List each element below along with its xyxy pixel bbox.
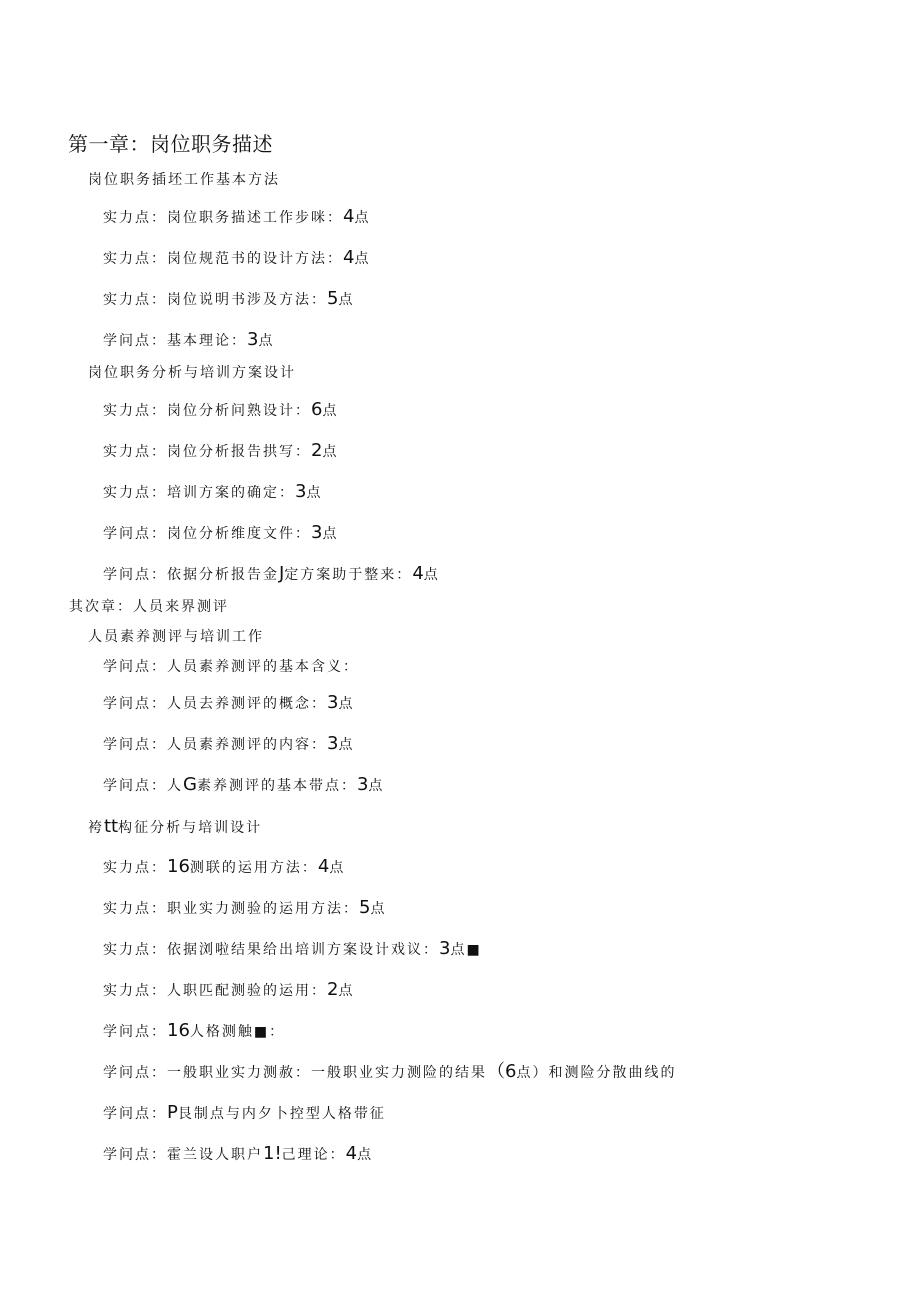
list-item: 学问点：依据分析报告金J定方案助于整来：4点 xyxy=(103,563,440,584)
list-item: 学问点：人员去养测评的概念：3点 xyxy=(103,692,355,713)
list-item: 学问点：人员素养测评的基本含义： xyxy=(103,659,359,675)
section-1-2-title: 岗位职务分析与培训方案设计 xyxy=(88,365,296,381)
list-item: 学问点：人G素养测评的基本带点：3点 xyxy=(103,774,385,795)
list-item: 实力点：职业实力测验的运用方法：5点 xyxy=(103,897,387,918)
list-item: 学问点：P艮制点与内夕卜控型人格带征 xyxy=(103,1102,386,1123)
list-item: 实力点：依据浏啦结果给出培训方案设计戏议：3点■ xyxy=(103,938,482,959)
list-item: 实力点：岗位分析报告拱写：2点 xyxy=(103,440,339,461)
section-1-1-title: 岗位职务插坯工作基本方法 xyxy=(88,172,280,188)
list-item: 学问点：岗位分析维度文件：3点 xyxy=(103,522,339,543)
list-item: 实力点：岗位说明书涉及方法：5点 xyxy=(103,288,355,309)
list-item: 实力点：培训方案的确定：3点 xyxy=(103,481,323,502)
chapter-2-title: 其次章：人员来界测评 xyxy=(69,599,229,615)
list-item: 学问点：16人格测触■： xyxy=(103,1020,286,1041)
list-item: 实力点：16测联的运用方法：4点 xyxy=(103,856,346,877)
section-2-2-title: 袴tt构征分析与培训设计 xyxy=(88,816,263,837)
list-item: 实力点：岗位职务描述工作步咪：4点 xyxy=(103,206,371,227)
list-item: 学问点：一般职业实力测赦：一般职业实力测险的结果（6点）和测险分散曲线的 xyxy=(103,1061,677,1082)
list-item: 实力点：人职匹配测验的运用：2点 xyxy=(103,979,355,1000)
list-item: 实力点：岗位分析问熟设计：6点 xyxy=(103,399,339,420)
list-item: 学问点：人员素养测评的内容：3点 xyxy=(103,733,355,754)
list-item: 实力点：岗位规范书的设计方法：4点 xyxy=(103,247,371,268)
chapter-1-title: 第一章：岗位职务描述 xyxy=(68,132,273,156)
list-item: 学问点：霍兰设人职户1!己理论：4点 xyxy=(103,1143,374,1164)
section-2-1-title: 人员素养测评与培训工作 xyxy=(88,629,264,645)
list-item: 学问点：基本理论：3点 xyxy=(103,329,275,350)
